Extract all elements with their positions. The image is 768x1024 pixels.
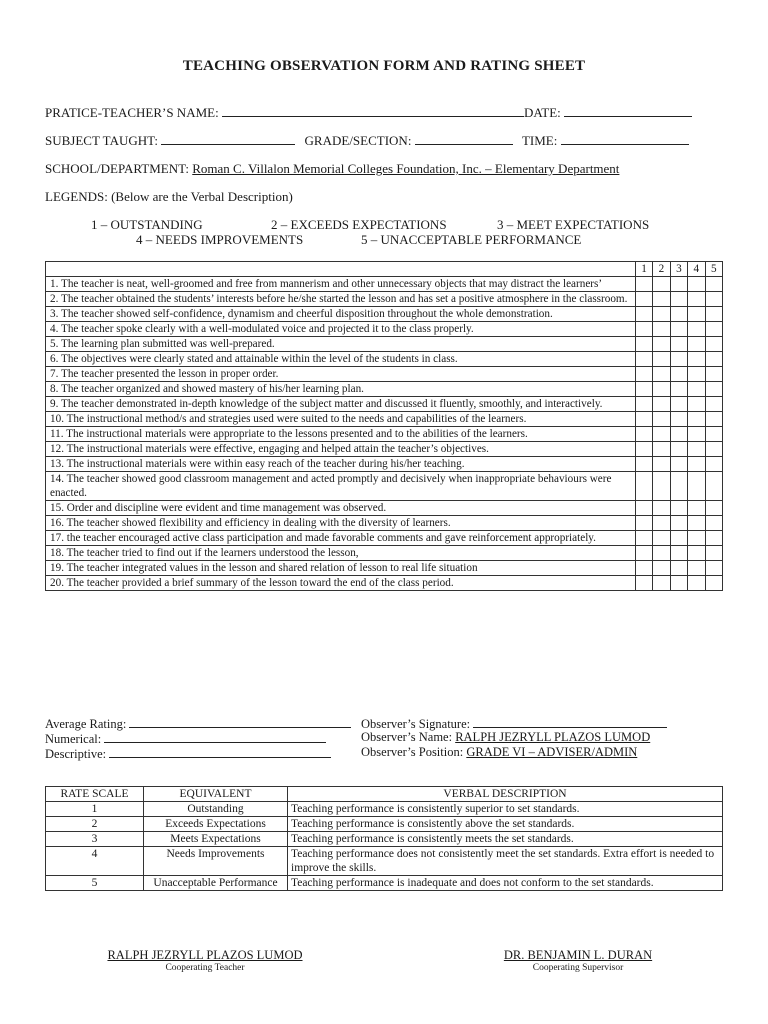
rate-scale-table (45, 786, 723, 891)
criterion-row (46, 382, 723, 397)
scale-header-row (46, 787, 723, 802)
scale-row (46, 802, 723, 817)
scale-value: 2 (46, 817, 144, 832)
rating-checkbox-cell[interactable] (688, 352, 705, 367)
criterion-row (46, 561, 723, 576)
rating-checkbox-cell[interactable] (670, 277, 687, 292)
scale-description: Teaching performance is consistently superior to set standards. (288, 802, 723, 817)
rating-checkbox-cell[interactable] (635, 561, 652, 576)
criterion-row (46, 546, 723, 561)
grade-section-label: GRADE/SECTION: (304, 133, 412, 148)
criterion-row (46, 412, 723, 427)
rating-checkbox-cell[interactable] (670, 307, 687, 322)
rating-checkbox-cell[interactable] (653, 531, 670, 546)
rating-checkbox-cell[interactable] (635, 516, 652, 531)
rating-checkbox-cell[interactable] (653, 442, 670, 457)
criterion-text: 17. the teacher encouraged active class participation and made favorable comments and gave reinforcement appropriately. (46, 531, 636, 546)
rating-checkbox-cell[interactable] (653, 367, 670, 382)
criterion-row (46, 277, 723, 292)
rating-checkbox-cell[interactable] (705, 427, 722, 442)
rating-checkbox-cell[interactable] (635, 337, 652, 352)
teacher-name-label: PRATICE-TEACHER’S NAME: (45, 105, 219, 120)
criterion-text: 1. The teacher is neat, well-groomed and free from mannerism and other unnecessary objects that may distract the learners’ (46, 277, 636, 292)
rating-checkbox-cell[interactable] (670, 412, 687, 427)
legends-title: LEGENDS: (Below are the Verbal Description) (45, 189, 293, 204)
rating-checkbox-cell[interactable] (670, 516, 687, 531)
date-field[interactable] (564, 104, 692, 117)
criterion-text: 4. The teacher spoke clearly with a well-modulated voice and projected it to the class properly. (46, 322, 636, 337)
scale-row (46, 817, 723, 832)
criterion-text: 5. The learning plan submitted was well-prepared. (46, 337, 636, 352)
rating-checkbox-cell[interactable] (653, 561, 670, 576)
rating-checkbox-cell[interactable] (688, 322, 705, 337)
rating-checkbox-cell[interactable] (670, 292, 687, 307)
rating-checkbox-cell[interactable] (688, 382, 705, 397)
rating-checkbox-cell[interactable] (705, 382, 722, 397)
criterion-row (46, 516, 723, 531)
rating-checkbox-cell[interactable] (705, 576, 722, 591)
rating-checkbox-cell[interactable] (670, 472, 687, 501)
rating-checkbox-cell[interactable] (688, 472, 705, 501)
scale-header-equivalent: EQUIVALENT (144, 787, 288, 802)
scale-value: 5 (46, 876, 144, 891)
rating-checkbox-cell[interactable] (653, 546, 670, 561)
rating-checkbox-cell[interactable] (705, 442, 722, 457)
rating-checkbox-cell[interactable] (688, 546, 705, 561)
descriptive-label: Descriptive: (45, 747, 107, 761)
criterion-text: 2. The teacher obtained the students’ interests before he/she started the lesson and has set a positive atmosphere in the classroom. (46, 292, 636, 307)
cooperating-teacher-role: Cooperating Teacher (165, 963, 245, 973)
rating-column-header: 1 (635, 262, 652, 277)
rating-checkbox-cell[interactable] (688, 576, 705, 591)
scale-value: 3 (46, 832, 144, 847)
scale-description: Teaching performance does not consistently meet the set standards. Extra effort is needed to improve the skills. (288, 847, 723, 876)
rating-checkbox-cell[interactable] (635, 367, 652, 382)
scale-equivalent: Exceeds Expectations (144, 817, 288, 832)
rating-checkbox-cell[interactable] (635, 501, 652, 516)
subject-line (45, 132, 689, 149)
criterion-text: 8. The teacher organized and showed mastery of his/her learning plan. (46, 382, 636, 397)
rating-checkbox-cell[interactable] (705, 546, 722, 561)
scale-description: Teaching performance is consistently above the set standards. (288, 817, 723, 832)
rating-checkbox-cell[interactable] (635, 277, 652, 292)
rating-checkbox-cell[interactable] (670, 561, 687, 576)
time-label: TIME: (521, 133, 558, 148)
rating-checkbox-cell[interactable] (635, 472, 652, 501)
rating-checkbox-cell[interactable] (653, 307, 670, 322)
criterion-text: 3. The teacher showed self-confidence, dynamism and cheerful disposition throughout the whole demonstration. (46, 307, 636, 322)
rating-checkbox-cell[interactable] (688, 337, 705, 352)
rating-checkbox-cell[interactable] (705, 457, 722, 472)
criterion-text: 20. The teacher provided a brief summary of the lesson toward the end of the class period. (46, 576, 636, 591)
scale-value: 4 (46, 847, 144, 876)
grade-section-field[interactable] (415, 132, 513, 145)
rating-checkbox-cell[interactable] (688, 457, 705, 472)
rating-checkbox-cell[interactable] (653, 412, 670, 427)
rating-checkbox-cell[interactable] (705, 516, 722, 531)
descriptive-line (45, 745, 331, 762)
rating-checkbox-cell[interactable] (705, 352, 722, 367)
rating-checkbox-cell[interactable] (670, 322, 687, 337)
criterion-text: 11. The instructional materials were appropriate to the lessons presented and to the abilities of the learners. (46, 427, 636, 442)
descriptive-field[interactable] (109, 745, 331, 758)
form-title: TEACHING OBSERVATION FORM AND RATING SHEET (182, 58, 586, 74)
scale-equivalent: Unacceptable Performance (144, 876, 288, 891)
cooperating-supervisor-signature (468, 948, 688, 973)
rating-checkbox-cell[interactable] (705, 412, 722, 427)
criterion-text: 13. The instructional materials were within easy reach of the teacher during his/her teaching. (46, 457, 636, 472)
rating-checkbox-cell[interactable] (688, 442, 705, 457)
time-field[interactable] (561, 132, 689, 145)
school-value: Roman C. Villalon Memorial Colleges Foundation, Inc. – Elementary Department (192, 161, 620, 176)
rating-checkbox-cell[interactable] (688, 516, 705, 531)
teacher-name-field[interactable] (222, 104, 524, 117)
rating-checkbox-cell[interactable] (653, 501, 670, 516)
rating-checkbox-cell[interactable] (653, 457, 670, 472)
rating-checkbox-cell[interactable] (705, 337, 722, 352)
criterion-row (46, 292, 723, 307)
rating-checkbox-cell[interactable] (705, 322, 722, 337)
cooperating-supervisor-name: DR. BENJAMIN L. DURAN (503, 948, 653, 962)
rating-column-header: 5 (705, 262, 722, 277)
rating-checkbox-cell[interactable] (653, 382, 670, 397)
criterion-row (46, 397, 723, 412)
rating-table (45, 261, 723, 591)
rating-checkbox-cell[interactable] (705, 292, 722, 307)
criterion-row (46, 472, 723, 501)
observer-name-value: RALPH JEZRYLL PLAZOS LUMOD (455, 730, 651, 744)
criterion-text: 15. Order and discipline were evident and time management was observed. (46, 501, 636, 516)
criterion-row (46, 576, 723, 591)
rating-checkbox-cell[interactable] (688, 367, 705, 382)
criterion-text: 14. The teacher showed good classroom management and acted promptly and decisively when inappropriate behaviours were enacted. (46, 472, 636, 501)
rating-column-header: 2 (653, 262, 670, 277)
criterion-text: 19. The teacher integrated values in the lesson and shared relation of lesson to real life situation (46, 561, 636, 576)
rating-checkbox-cell[interactable] (688, 397, 705, 412)
rating-checkbox-cell[interactable] (635, 576, 652, 591)
school-label: SCHOOL/DEPARTMENT: (45, 161, 189, 176)
rating-checkbox-cell[interactable] (688, 501, 705, 516)
criterion-row (46, 457, 723, 472)
rating-checkbox-cell[interactable] (653, 322, 670, 337)
rating-checkbox-cell[interactable] (688, 427, 705, 442)
rating-checkbox-cell[interactable] (635, 442, 652, 457)
rating-checkbox-cell[interactable] (635, 352, 652, 367)
rating-checkbox-cell[interactable] (670, 576, 687, 591)
rating-checkbox-cell[interactable] (670, 397, 687, 412)
rating-checkbox-cell[interactable] (653, 337, 670, 352)
rating-checkbox-cell[interactable] (688, 412, 705, 427)
scale-description: Teaching performance is consistently meets the set standards. (288, 832, 723, 847)
rating-header-row (46, 262, 723, 277)
criterion-row (46, 442, 723, 457)
legend-item-1: 1 – OUTSTANDING (91, 217, 203, 232)
criterion-text: 7. The teacher presented the lesson in proper order. (46, 367, 636, 382)
rating-checkbox-cell[interactable] (670, 352, 687, 367)
legend-item-3: 3 – MEET EXPECTATIONS (497, 217, 650, 232)
observer-name-label: Observer’s Name: (361, 730, 453, 744)
scale-description: Teaching performance is inadequate and does not conform to the set standards. (288, 876, 723, 891)
rating-checkbox-cell[interactable] (670, 427, 687, 442)
criterion-row (46, 337, 723, 352)
criterion-text: 9. The teacher demonstrated in-depth knowledge of the subject matter and discussed it fluently, smoothly, and interactively. (46, 397, 636, 412)
rating-checkbox-cell[interactable] (635, 412, 652, 427)
cooperating-supervisor-role: Cooperating Supervisor (532, 963, 624, 973)
observer-position-line (361, 745, 637, 760)
numerical-label: Numerical: (45, 732, 102, 746)
date-label: DATE: (523, 105, 561, 120)
observer-signature-label: Observer’s Signature: (361, 717, 471, 731)
rating-checkbox-cell[interactable] (670, 337, 687, 352)
legend-item-4: 4 – NEEDS IMPROVEMENTS (136, 232, 304, 247)
rating-checkbox-cell[interactable] (635, 531, 652, 546)
cooperating-teacher-name: RALPH JEZRYLL PLAZOS LUMOD (107, 948, 303, 962)
rating-checkbox-cell[interactable] (705, 501, 722, 516)
rating-checkbox-cell[interactable] (705, 472, 722, 501)
rating-checkbox-cell[interactable] (705, 561, 722, 576)
cooperating-teacher-signature (60, 948, 350, 973)
legend-item-2: 2 – EXCEEDS EXPECTATIONS (271, 217, 447, 232)
scale-equivalent: Meets Expectations (144, 832, 288, 847)
rating-checkbox-cell[interactable] (670, 531, 687, 546)
teacher-name-line (45, 104, 692, 121)
rating-checkbox-cell[interactable] (635, 546, 652, 561)
criterion-text: 6. The objectives were clearly stated and attainable within the level of the students in class. (46, 352, 636, 367)
criterion-row (46, 501, 723, 516)
criterion-row (46, 427, 723, 442)
scale-row (46, 876, 723, 891)
rating-checkbox-cell[interactable] (653, 397, 670, 412)
subject-label: SUBJECT TAUGHT: (45, 133, 159, 148)
criterion-text: 18. The teacher tried to find out if the learners understood the lesson, (46, 546, 636, 561)
legend-item-5: 5 – UNACCEPTABLE PERFORMANCE (361, 232, 582, 247)
scale-value: 1 (46, 802, 144, 817)
rating-checkbox-cell[interactable] (688, 561, 705, 576)
rating-checkbox-cell[interactable] (670, 442, 687, 457)
rating-checkbox-cell[interactable] (670, 382, 687, 397)
criterion-row (46, 322, 723, 337)
observer-position-label: Observer’s Position: (361, 745, 464, 759)
rating-checkbox-cell[interactable] (653, 292, 670, 307)
scale-row (46, 832, 723, 847)
criterion-text: 16. The teacher showed flexibility and efficiency in dealing with the diversity of learners. (46, 516, 636, 531)
rating-checkbox-cell[interactable] (653, 516, 670, 531)
criterion-text: 10. The instructional method/s and strategies used were suited to the needs and capabilities of the learners. (46, 412, 636, 427)
rating-checkbox-cell[interactable] (635, 307, 652, 322)
criterion-row (46, 531, 723, 546)
criterion-row (46, 367, 723, 382)
rating-checkbox-cell[interactable] (653, 427, 670, 442)
rating-checkbox-cell[interactable] (688, 307, 705, 322)
rating-checkbox-cell[interactable] (653, 472, 670, 501)
scale-row (46, 847, 723, 876)
rating-checkbox-cell[interactable] (635, 427, 652, 442)
rating-column-header: 4 (688, 262, 705, 277)
rating-checkbox-cell[interactable] (705, 367, 722, 382)
rating-checkbox-cell[interactable] (705, 397, 722, 412)
rating-checkbox-cell[interactable] (670, 367, 687, 382)
scale-equivalent: Outstanding (144, 802, 288, 817)
scale-header-description: VERBAL DESCRIPTION (288, 787, 723, 802)
rating-checkbox-cell[interactable] (705, 531, 722, 546)
criterion-row (46, 307, 723, 322)
rating-column-header: 3 (670, 262, 687, 277)
rating-checkbox-cell[interactable] (670, 501, 687, 516)
criterion-text: 12. The instructional materials were effective, engaging and helped attain the teacher’s objectives. (46, 442, 636, 457)
rating-checkbox-cell[interactable] (653, 352, 670, 367)
rating-checkbox-cell[interactable] (635, 322, 652, 337)
rating-checkbox-cell[interactable] (688, 292, 705, 307)
subject-field[interactable] (161, 132, 295, 145)
observer-position-value: GRADE VI – ADVISER/ADMIN (466, 745, 638, 759)
observer-name-line (361, 730, 650, 745)
rating-checkbox-cell[interactable] (688, 277, 705, 292)
criterion-row (46, 352, 723, 367)
rating-checkbox-cell[interactable] (635, 397, 652, 412)
rating-checkbox-cell[interactable] (688, 531, 705, 546)
rating-checkbox-cell[interactable] (635, 457, 652, 472)
average-rating-label: Average Rating: (45, 717, 127, 731)
numerical-field[interactable] (104, 730, 326, 743)
rating-checkbox-cell[interactable] (705, 307, 722, 322)
rating-checkbox-cell[interactable] (653, 576, 670, 591)
rating-checkbox-cell[interactable] (670, 457, 687, 472)
rating-checkbox-cell[interactable] (670, 546, 687, 561)
scale-header-rate: RATE SCALE (46, 787, 144, 802)
rating-checkbox-cell[interactable] (705, 277, 722, 292)
scale-equivalent: Needs Improvements (144, 847, 288, 876)
rating-checkbox-cell[interactable] (635, 292, 652, 307)
rating-checkbox-cell[interactable] (653, 277, 670, 292)
rating-checkbox-cell[interactable] (635, 382, 652, 397)
average-rating-field[interactable] (129, 715, 351, 728)
criteria-header-cell (46, 262, 636, 277)
school-line (45, 161, 619, 177)
observer-signature-field[interactable] (473, 715, 667, 728)
